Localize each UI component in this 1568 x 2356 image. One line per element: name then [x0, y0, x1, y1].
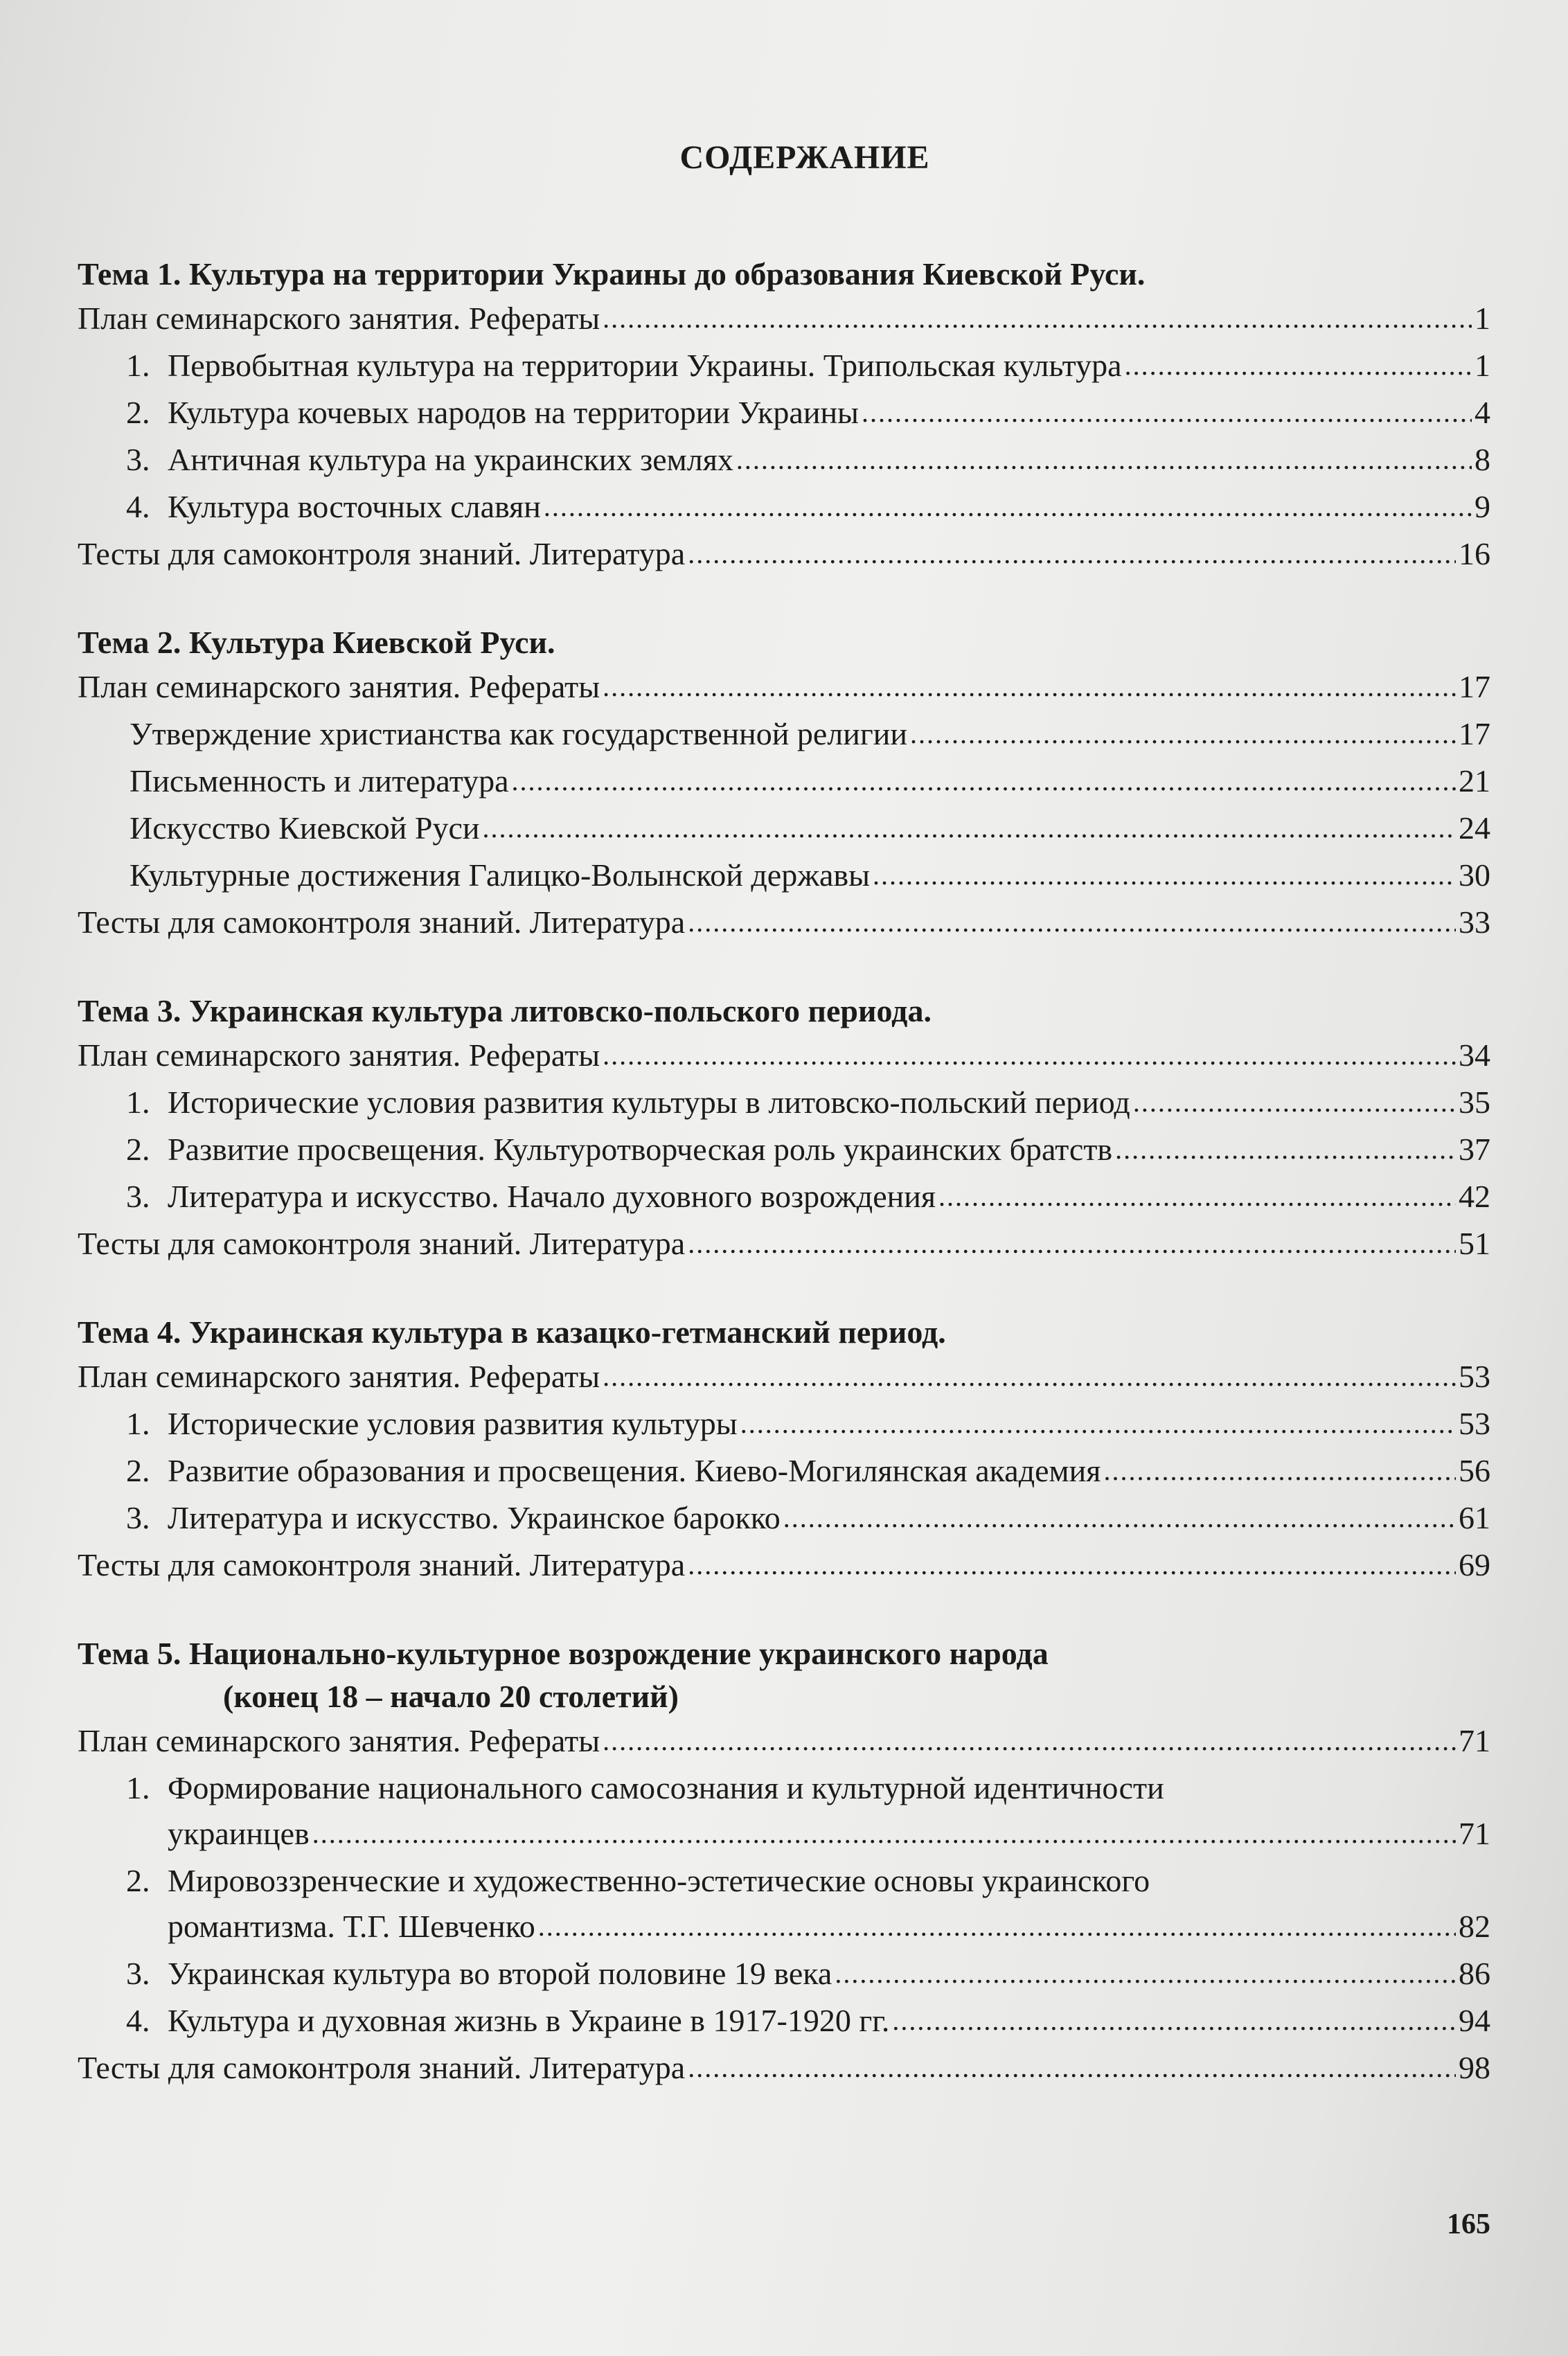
entry-page: 9	[1475, 489, 1490, 524]
entry-number: 4.	[126, 489, 150, 524]
entry-text: Культура и духовная жизнь в Украине в 1917-1920 гг.	[168, 2003, 890, 2038]
entry-number: 4.	[126, 2003, 150, 2038]
table-of-contents	[78, 139, 1490, 2135]
entry-number: 2.	[126, 395, 150, 430]
dot-leader	[688, 530, 1456, 577]
entry-number: 1.	[126, 1770, 150, 1805]
topic-4	[78, 1311, 1490, 1589]
toc-entry-tests	[78, 531, 1490, 578]
toc-entry	[78, 1495, 1490, 1542]
entry-text: Искусство Киевской Руси	[130, 810, 480, 846]
topic-heading-line1: Тема 5. Национально-культурное возрождение украинского народа	[78, 1636, 1049, 1671]
entry-page: 42	[1459, 1179, 1490, 1214]
dot-leader	[938, 1172, 1456, 1220]
entry-number: 3.	[126, 1956, 150, 1991]
entry-page: 98	[1459, 2050, 1490, 2085]
dot-leader	[512, 757, 1456, 804]
entry-page: 35	[1459, 1085, 1490, 1120]
dot-leader	[1103, 1447, 1456, 1494]
entry-text: Античная культура на украинских землях	[168, 442, 733, 477]
entry-page: 53	[1459, 1406, 1490, 1441]
dot-leader	[603, 1353, 1456, 1400]
entry-text: Литература и искусство. Начало духовного возрождения	[168, 1179, 936, 1214]
entry-page: 30	[1459, 857, 1490, 893]
dot-leader	[835, 1949, 1456, 1997]
entry-text: Литература и искусство. Украинское барокко	[168, 1500, 781, 1535]
entry-text: Тесты для самоконтроля знаний. Литература	[78, 536, 686, 571]
toc-entry-plan	[78, 1354, 1490, 1401]
topic-heading: Тема 2. Культура Киевской Руси.	[78, 625, 555, 660]
entry-page: 24	[1459, 810, 1490, 846]
entry-page: 53	[1459, 1359, 1490, 1394]
entry-page: 86	[1459, 1956, 1490, 1991]
toc-entry	[78, 484, 1490, 531]
entry-page: 94	[1459, 2003, 1490, 2038]
entry-text: Первобытная культура на территории Украины. Трипольская культура	[168, 348, 1122, 383]
entry-number: 1.	[126, 348, 150, 383]
entry-number: 1.	[126, 1085, 150, 1120]
entry-number: 2.	[126, 1453, 150, 1488]
dot-leader	[538, 1902, 1456, 1949]
topic-heading: Тема 3. Украинская культура литовско-польского периода.	[78, 993, 932, 1028]
toc-entry	[78, 1080, 1490, 1127]
entry-text: Культура восточных славян	[168, 489, 541, 524]
entry-text: Тесты для самоконтроля знаний. Литература	[78, 2050, 686, 2085]
entry-page: 71	[1459, 1816, 1490, 1851]
toc-entry	[78, 1127, 1490, 1174]
toc-entry-multiline	[78, 1858, 1490, 1951]
entry-number: 1.	[126, 1406, 150, 1441]
toc-entry-plan	[78, 1718, 1490, 1765]
entry-number: 3.	[126, 442, 150, 477]
dot-leader	[862, 389, 1472, 436]
toc-entry	[78, 853, 1490, 900]
toc-entry	[78, 1401, 1490, 1448]
topic-5	[78, 1632, 1490, 2092]
entry-text: План семинарского занятия. Рефераты	[78, 669, 600, 704]
dot-leader	[1115, 1125, 1456, 1172]
entry-text: Исторические условия развития культуры в литовско-польский период	[168, 1085, 1130, 1120]
entry-page: 37	[1459, 1132, 1490, 1167]
dot-leader	[736, 436, 1472, 483]
entry-page: 17	[1459, 669, 1490, 704]
entry-page: 4	[1475, 395, 1490, 430]
dot-leader	[603, 294, 1472, 341]
toc-entry	[78, 343, 1490, 390]
entry-page: 21	[1459, 763, 1490, 798]
dot-leader	[688, 2044, 1456, 2091]
toc-entry-plan	[78, 1033, 1490, 1080]
toc-entry	[78, 1951, 1490, 1998]
toc-entry-plan	[78, 664, 1490, 711]
page-title: СОДЕРЖАНИЕ	[679, 139, 930, 176]
entry-number: 3.	[126, 1179, 150, 1214]
dot-leader	[1133, 1078, 1456, 1125]
dot-leader	[688, 1220, 1456, 1267]
entry-text: Украинская культура во второй половине 19 века	[168, 1956, 832, 1991]
toc-entry-tests	[78, 1542, 1490, 1589]
entry-page: 34	[1459, 1037, 1490, 1073]
dot-leader	[1125, 341, 1472, 389]
entry-text: Исторические условия развития культуры	[168, 1406, 738, 1441]
toc-entry	[78, 805, 1490, 853]
entry-page: 69	[1459, 1547, 1490, 1582]
dot-leader	[740, 1400, 1456, 1447]
entry-text: Тесты для самоконтроля знаний. Литература	[78, 1547, 686, 1582]
entry-page: 1	[1475, 348, 1490, 383]
topic-heading	[78, 1632, 1490, 1718]
entry-text: Культура кочевых народов на территории Украины	[168, 395, 859, 430]
entry-text: Культурные достижения Галицко-Волынской державы	[130, 857, 871, 893]
entry-text: украинцев	[168, 1816, 310, 1851]
dot-leader	[910, 710, 1456, 757]
topic-heading: Тема 1. Культура на территории Украины до образования Киевской Руси.	[78, 256, 1146, 292]
entry-text: Формирование национального самосознания и культурной идентичности	[168, 1770, 1164, 1805]
entry-number: 3.	[126, 1500, 150, 1535]
entry-second-line	[126, 1811, 1490, 1858]
toc-entry	[78, 1448, 1490, 1495]
dot-leader	[603, 1031, 1456, 1078]
entry-page: 33	[1459, 904, 1490, 940]
dot-leader	[603, 663, 1456, 710]
entry-text: Мировоззренческие и художественно-эстетические основы украинского	[168, 1863, 1150, 1898]
entry-first-line	[126, 1765, 1490, 1811]
topic-1	[78, 253, 1490, 578]
topic-heading: Тема 4. Украинская культура в казацко-гетманский период.	[78, 1314, 946, 1350]
entry-page: 8	[1475, 442, 1490, 477]
entry-first-line	[126, 1858, 1490, 1904]
entry-text: План семинарского занятия. Рефераты	[78, 301, 600, 336]
toc-entry	[78, 711, 1490, 758]
dot-leader	[688, 1541, 1456, 1588]
entry-second-line	[126, 1904, 1490, 1951]
dot-leader	[688, 898, 1456, 945]
toc-entry	[78, 437, 1490, 484]
dot-leader	[892, 1997, 1456, 2044]
toc-entry-plan	[78, 296, 1490, 343]
dot-leader	[603, 1717, 1456, 1764]
entry-text: Тесты для самоконтроля знаний. Литература	[78, 1226, 686, 1261]
entry-text: Развитие образования и просвещения. Киево-Могилянская академия	[168, 1453, 1101, 1488]
topic-heading-line2: (конец 18 – начало 20 столетий)	[223, 1679, 679, 1714]
entry-page: 56	[1459, 1453, 1490, 1488]
toc-entry	[78, 390, 1490, 437]
entry-text: Развитие просвещения. Культуротворческая роль украинских братств	[168, 1132, 1113, 1167]
toc-entry-tests	[78, 900, 1490, 947]
dot-leader	[544, 483, 1472, 530]
entry-text: Письменность и литература	[130, 763, 509, 798]
entry-text: Тесты для самоконтроля знаний. Литература	[78, 904, 686, 940]
entry-text: План семинарского занятия. Рефераты	[78, 1037, 600, 1073]
entry-text: План семинарского занятия. Рефераты	[78, 1723, 600, 1758]
entry-text: План семинарского занятия. Рефераты	[78, 1359, 600, 1394]
entry-text: романтизма. Т.Г. Шевченко	[168, 1909, 535, 1944]
dot-leader	[783, 1494, 1456, 1541]
toc-entry	[78, 1174, 1490, 1221]
entry-number: 2.	[126, 1863, 150, 1898]
toc-entry	[78, 758, 1490, 805]
entry-text: Утверждение христианства как государственной религии	[130, 716, 907, 751]
topic-3	[78, 990, 1490, 1268]
toc-entry-tests	[78, 1221, 1490, 1268]
toc-entry-tests	[78, 2045, 1490, 2092]
dot-leader	[483, 804, 1456, 851]
entry-page: 1	[1475, 301, 1490, 336]
topic-2	[78, 621, 1490, 947]
entry-page: 82	[1459, 1909, 1490, 1944]
dot-leader	[873, 851, 1456, 898]
entry-page: 71	[1459, 1723, 1490, 1758]
page-number: 165	[1447, 2208, 1490, 2240]
entry-page: 16	[1459, 536, 1490, 571]
entry-page: 51	[1459, 1226, 1490, 1261]
entry-number: 2.	[126, 1132, 150, 1167]
toc-entry-multiline	[78, 1765, 1490, 1858]
toc-entry	[78, 1998, 1490, 2045]
entry-page: 17	[1459, 716, 1490, 751]
entry-page: 61	[1459, 1500, 1490, 1535]
dot-leader	[312, 1810, 1456, 1857]
